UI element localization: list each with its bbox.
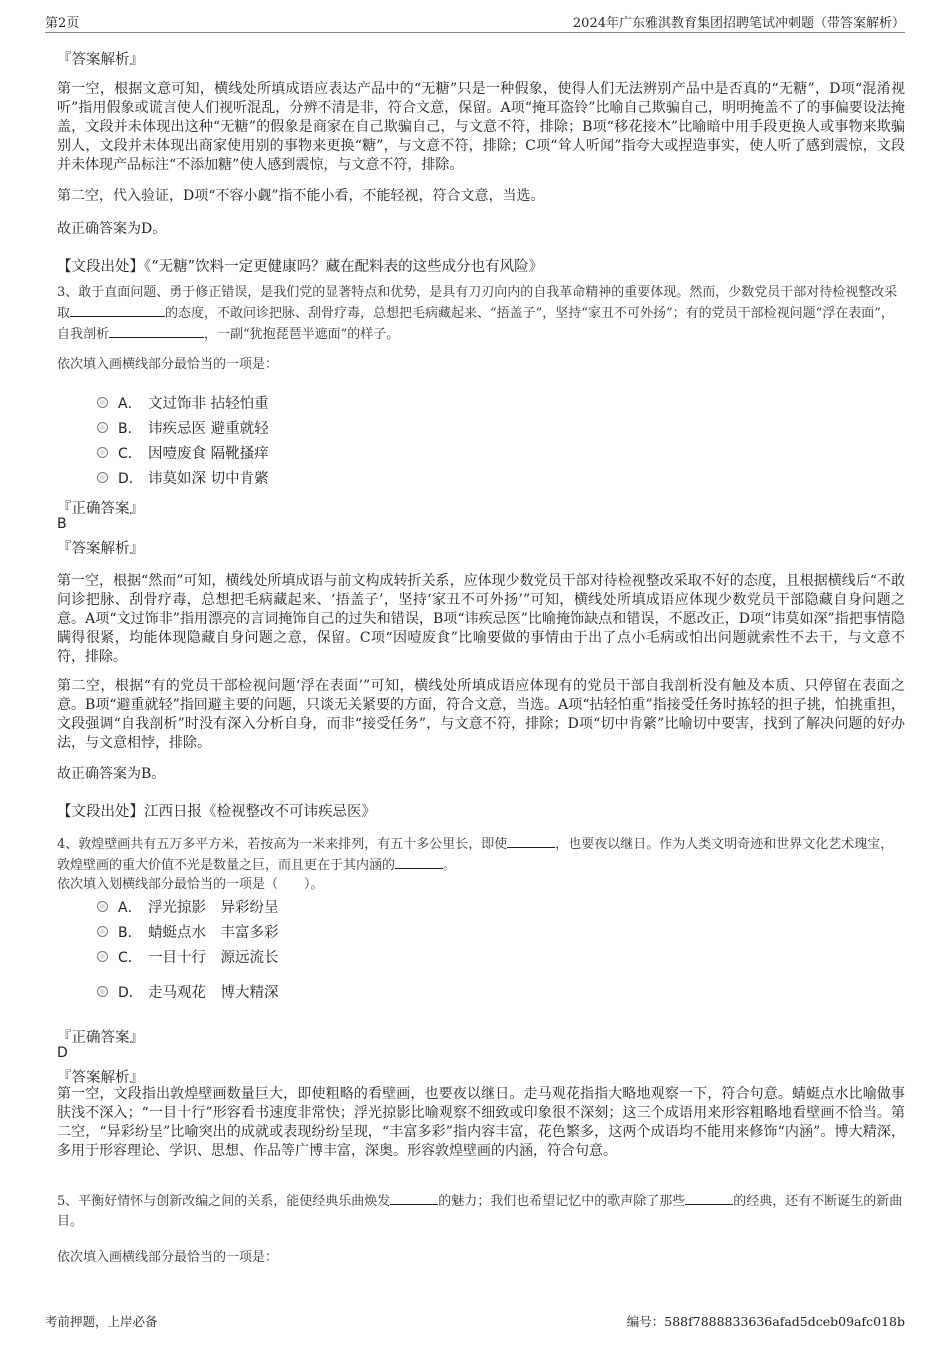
q5-stem: 5、平衡好情怀与创新改编之间的关系，能使经典乐曲焕发 的魅力；我们也希望记忆中的歌声除了那些 的经典，还有不断诞生的新曲目。 (57, 1191, 905, 1232)
q4-analysis-para1: 第一空，文段指出敦煌壁画数量巨大，即使粗略的看壁画，也要夜以继日。走马观花指指大略地观察一下，符合句意。蜻蜓点水比喻做事肤浅不深入；“一目十行”形容看书速度非常快；浮光掠影比喻观察不细致或印象很不深刻；这三个成语用来形容粗略地看壁画不恰当。第二空，“异彩纷呈”比喻突出的成就或表现纷纷呈现，“丰富多彩”指内容丰富，花色繁多，这两个成语均不能用来修饰“内涵”。博大精深，多用于形容理论、学识、思想、作品等广博丰富，深奥。形容敦煌壁画的内涵，符合句意。 (57, 1086, 905, 1159)
radio-icon[interactable] (97, 472, 108, 483)
footer-serial: 编号：588f7888833636afad5dceb09afc018b (626, 1314, 905, 1329)
q3-analysis-conclusion: 故正确答案为B。 (57, 766, 166, 782)
q5-prompt: 依次填入画横线部分最恰当的一项是： (57, 1250, 279, 1265)
q3-analysis-para2: 第二空，根据“有的党员干部检视问题‘浮在表面’”可知，横线处所填成语应体现有的党员干部自我剖析没有触及本质、只停留在表面之意。B项“避重就轻”指回避主要的问题，只谈无关紧要的方面，符合文意，当选。A项“拈轻怕重”指接受任务时拣轻的担子挑，怕挑重担，文段强调“自我剖析”时没有深入分析自身，而非“接受任务”，与文意不符，排除；D项“切中肯綮”比喻切中要害，找到了解决问题的好办法，与文意相悖，排除。 (57, 678, 905, 751)
q3-blank-2[interactable] (109, 324, 204, 338)
q3-option-a[interactable]: A． 文过饰非 拈轻怕重 (57, 390, 905, 415)
radio-icon[interactable] (97, 986, 108, 997)
q3-prompt: 依次填入画横线部分最恰当的一项是： (57, 357, 279, 372)
q3-correct-answer: B (57, 516, 67, 532)
q4-option-a[interactable]: A． 浮光掠影 异彩纷呈 (57, 894, 905, 919)
q4-blank-1[interactable] (507, 834, 555, 848)
q4-stem: 4、敦煌壁画共有五万多平方米，若按高为一米来排列，有五十多公里长，即使 ，也要夜以继日。作为人类文明奇迹和世界文化艺术瑰宝，敦煌壁画的重大价值不光是数量之巨，而且更在于其内涵的 。 (57, 834, 905, 876)
q4-options (57, 894, 905, 1004)
q3-analysis-label: 『答案解析』 (57, 541, 144, 557)
footer-slogan: 考前押题，上岸必备 (45, 1314, 158, 1329)
radio-icon[interactable] (97, 397, 108, 408)
q3-option-c[interactable]: C． 因噎废食 隔靴搔痒 (57, 440, 905, 465)
radio-icon[interactable] (97, 901, 108, 912)
q2-analysis-para2: 第二空，代入验证，D项“不容小觑”指不能小看，不能轻视，符合文意，当选。 (57, 188, 545, 204)
radio-icon[interactable] (97, 926, 108, 937)
radio-icon[interactable] (97, 422, 108, 433)
q3-analysis-para1: 第一空，根据“然而”可知，横线处所填成语与前文构成转折关系，应体现少数党员干部对待检视整改采取不好的态度，且根据横线后“不敢问诊把脉、刮骨疗毒，总想把毛病藏起来、‘捂盖子’，坚持‘家丑不可外扬’”可知，横线处所填成语应体现少数党员干部隐藏自身问题之意。A项“文过饰非”指用漂亮的言词掩饰自己的过失和错误，B项“讳疾忌医”比喻掩饰缺点和错误，不愿改正，D项“讳莫如深”指把事情隐瞒得很紧，均能体现隐藏自身问题之意，保留。C项“因噎废食”比喻要做的事情由于出了点小毛病或怕出问题就索性不去干，与文意不符，排除。 (57, 573, 905, 665)
q3-option-d[interactable]: D． 讳莫如深 切中肯綮 (57, 465, 905, 490)
q2-analysis-para1: 第一空，根据文意可知，横线处所填成语应表达产品中的“无糖”只是一种假象，使得人们无法辨别产品中是否真的“无糖”，D项“混淆视听”指用假象或谎言使人们视听混乱，分辨不清是非，符合文意，保留。A项“掩耳盗铃”比喻自己欺骗自己，明明掩盖不了的事偏要设法掩盖，文段并未体现出这种“无糖”的假象是商家在自己欺骗自己，与文意不符，排除；B项“移花接木”比喻暗中用手段更换人或事物来欺骗别人，文段并未体现出商家使用别的事物来更换“糖”，与文意不符，排除；C项“耸人听闻”指夸大或捏造事实，使人听了感到震惊，文段并未体现产品标注“不添加糖”使人感到震惊，与文意不符，排除。 (57, 81, 905, 173)
q2-analysis-label: 『答案解析』 (57, 52, 144, 68)
q4-correct-label: 『正确答案』 (57, 1030, 144, 1046)
q2-analysis-conclusion: 故正确答案为D。 (57, 221, 167, 237)
q4-option-c[interactable]: C． 一目十行 源远流长 (57, 944, 905, 969)
q4-blank-2[interactable] (395, 855, 443, 869)
radio-icon[interactable] (97, 447, 108, 458)
q5-blank-2[interactable] (685, 1191, 733, 1205)
q4-correct-answer: D (57, 1045, 68, 1061)
q3-correct-label: 『正确答案』 (57, 501, 144, 517)
page-number: 第2页 (45, 16, 80, 31)
radio-icon[interactable] (97, 951, 108, 962)
q3-stem: 3、敢于直面问题、勇于修正错误，是我们党的显著特点和优势，是具有刀刃向内的自我革命精神的重要体现。然而，少数党员干部对待检视整改采取 的态度，不敢问诊把脉、刮骨疗毒，总想把毛病藏起来、“捂盖子”，坚持“家丑不可外扬”；有的党员干部检视问题“浮在表面”，自我剖析 ，一副“犹抱琵琶半遮面”的样子。 (57, 285, 898, 342)
q4-prompt: 依次填入划横线部分最恰当的一项是（ ）。 (57, 877, 324, 892)
q4-option-b[interactable]: B． 蜻蜓点水 丰富多彩 (57, 919, 905, 944)
page-header (45, 10, 905, 33)
q3-blank-1[interactable] (70, 303, 165, 317)
q2-source: 【文段出处】《“无糖”饮料一定更健康吗？藏在配料表的这些成分也有风险》 (57, 259, 544, 275)
q3-option-b[interactable]: B． 讳疾忌医 避重就轻 (57, 415, 905, 440)
q3-options (57, 390, 905, 490)
q3-source: 【文段出处】江西日报《检视整改不可讳疾忌医》 (57, 804, 376, 820)
q5-blank-1[interactable] (390, 1191, 438, 1205)
q4-analysis-label: 『答案解析』 (57, 1070, 144, 1086)
q4-option-d[interactable]: D． 走马观花 博大精深 (57, 979, 905, 1004)
document-title: 2024年广东雅淇教育集团招聘笔试冲刺题（带答案解析） (572, 16, 905, 31)
